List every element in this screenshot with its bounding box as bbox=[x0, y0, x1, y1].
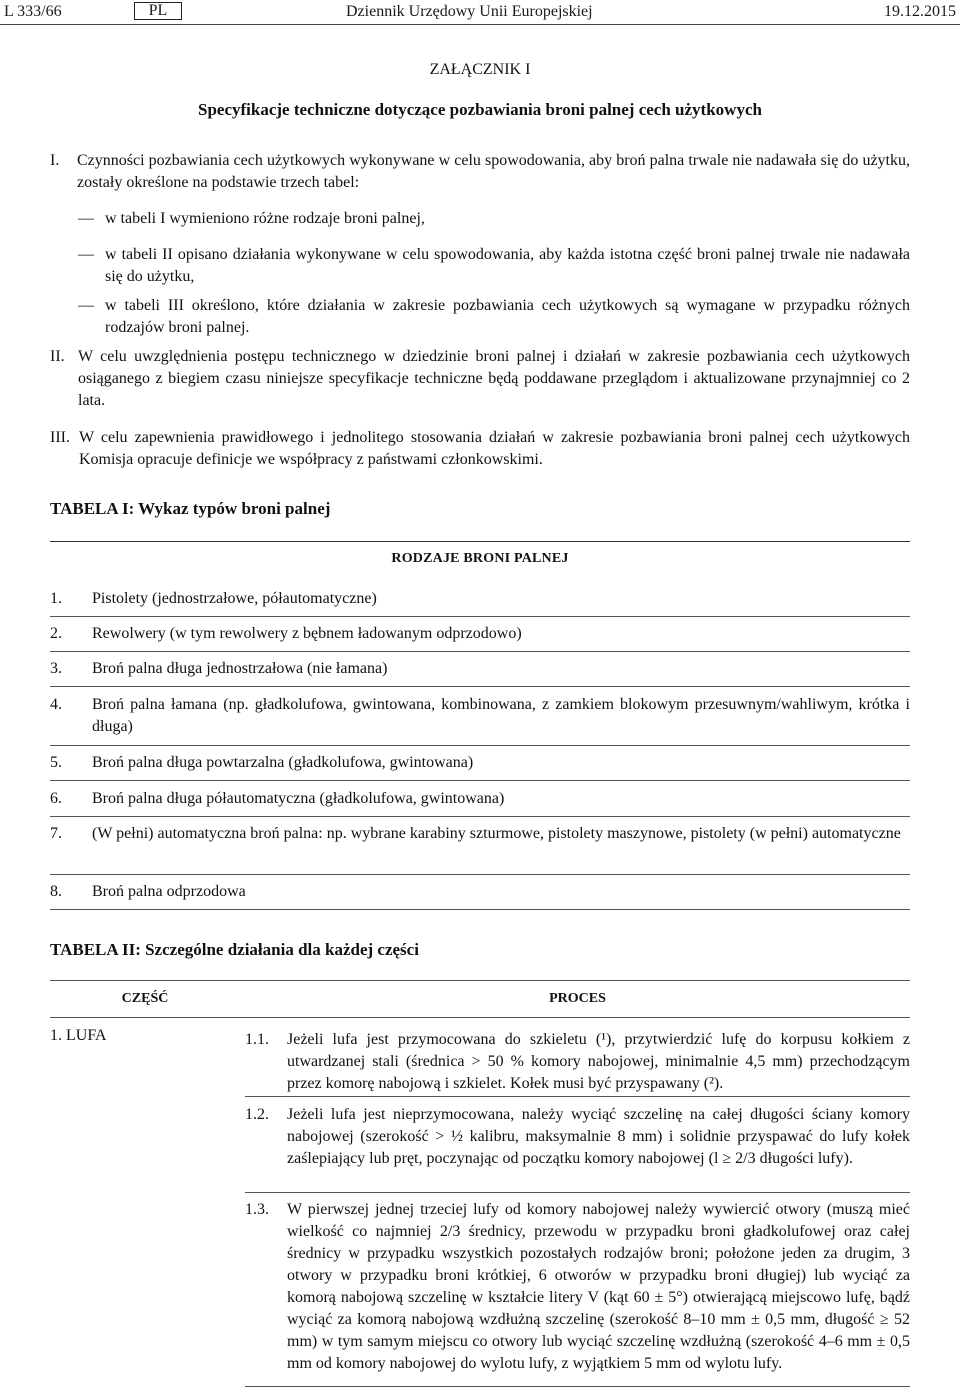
row-divider bbox=[50, 874, 910, 875]
row-divider bbox=[50, 651, 910, 652]
process-number: 1.1. bbox=[245, 1031, 269, 1048]
row-divider bbox=[50, 745, 910, 746]
row-number: 5. bbox=[50, 754, 62, 771]
row-text: Broń palna długa powtarzalna (gładkolufowa, gwintowana) bbox=[92, 754, 474, 771]
row-divider bbox=[245, 1192, 910, 1193]
row-number: 3. bbox=[50, 660, 62, 677]
list-item-text: w tabeli I wymieniono różne rodzaje broni palnej, bbox=[105, 210, 425, 227]
paragraph-number: III. bbox=[50, 429, 70, 446]
row-number: 4. bbox=[50, 696, 62, 713]
table-1-column-header: RODZAJE BRONI PALNEJ bbox=[391, 551, 569, 566]
list-item bbox=[78, 295, 910, 339]
table-2-title: TABELA II: Szczególne działania dla każdej części bbox=[50, 940, 419, 959]
row-divider bbox=[50, 616, 910, 617]
row-number: 1. bbox=[50, 590, 62, 607]
row-number: 6. bbox=[50, 790, 62, 807]
process-text: Jeżeli lufa jest nieprzymocowana, należy wyciąć szczelinę na całej długości ściany komory nabojowej (szerokość > ½ kalibru, maksymalnie 8 mm) i solidnie przyspawać do lufy kołek zaślepiający lub pręt, poczynając od początku komory nabojowej (l ≥ 2/3 długości lufy). bbox=[287, 1106, 910, 1167]
table-row bbox=[50, 588, 910, 610]
row-divider bbox=[245, 1386, 910, 1387]
table-row bbox=[50, 694, 910, 738]
header-rule bbox=[0, 24, 960, 25]
row-text: Broń palna długa półautomatyczna (gładkolufowa, gwintowana) bbox=[92, 790, 505, 807]
process-item bbox=[245, 1029, 910, 1095]
table-row bbox=[50, 823, 910, 845]
dash-mark: — bbox=[78, 297, 94, 314]
list-item bbox=[78, 208, 910, 230]
page-header bbox=[0, 0, 960, 26]
process-item bbox=[245, 1199, 910, 1375]
process-item bbox=[245, 1104, 910, 1170]
row-number: 8. bbox=[50, 883, 62, 900]
row-number: 7. bbox=[50, 825, 62, 842]
page-reference: L 333/66 bbox=[4, 3, 62, 20]
table-1-bottom-rule bbox=[50, 909, 910, 910]
row-divider bbox=[245, 1096, 910, 1097]
row-text: (W pełni) automatyczna broń palna: np. wybrane karabiny szturmowe, pistolety maszynowe, pistolety (w pełni) automatyczne bbox=[92, 825, 901, 842]
row-text: Broń palna odprzodowa bbox=[92, 883, 246, 900]
table-row bbox=[50, 658, 910, 680]
list-item bbox=[78, 244, 910, 288]
list-item-text: w tabeli III określono, które działania w zakresie pozbawiania cech użytkowych są wymagane w przypadku różnych rodzajów broni palnej. bbox=[105, 297, 910, 336]
table-2-part-label: 1. LUFA bbox=[50, 1027, 107, 1044]
annex-heading: ZAŁĄCZNIK I bbox=[429, 61, 531, 78]
paragraph-number: II. bbox=[50, 348, 65, 365]
paragraph-text: Czynności pozbawiania cech użytkowych wykonywane w celu spowodowania, aby broń palna trwale nie nadawała się do użytku, zostały określone na podstawie trzech tabel: bbox=[77, 152, 910, 191]
row-divider bbox=[50, 780, 910, 781]
table-2-column-part: CZĘŚĆ bbox=[121, 991, 169, 1006]
table-2-column-process: PROCES bbox=[549, 991, 606, 1006]
paragraph-3 bbox=[50, 427, 910, 471]
paragraph-text: W celu uwzględnienia postępu technicznego w dziedzinie broni palnej i działań w zakresie pozbawiania cech użytkowych osiąganego z biegiem czasu niniejsze specyfikacje techniczne będą poddawane przeglądom i aktualizowane przynajmniej co 2 lata. bbox=[78, 348, 910, 409]
table-row bbox=[50, 788, 910, 810]
table-1-top-rule bbox=[50, 541, 910, 542]
journal-name: Dziennik Urzędowy Unii Europejskiej bbox=[346, 3, 593, 20]
dash-mark: — bbox=[78, 246, 94, 263]
paragraph-number: I. bbox=[50, 152, 60, 169]
paragraph-text: W celu zapewnienia prawidłowego i jednolitego stosowania działań w zakresie pozbawiania broni palnej cech użytkowych Komisja opracuje definicje we współpracy z państwami członkowskimi. bbox=[79, 429, 910, 468]
document-title: Specyfikacje techniczne dotyczące pozbawiania broni palnej cech użytkowych bbox=[198, 100, 762, 119]
row-text: Broń palna łamana (np. gładkolufowa, gwintowana, kombinowana, z zamkiem blokowym przesuwnym/wahliwym, krótka i długa) bbox=[92, 696, 910, 735]
row-divider bbox=[50, 686, 910, 687]
language-badge: PL bbox=[134, 2, 182, 20]
row-text: Pistolety (jednostrzałowe, półautomatyczne) bbox=[92, 590, 377, 607]
dash-mark: — bbox=[78, 210, 94, 227]
row-text: Rewolwery (w tym rewolwery z bębnem ładowanym odprzodowo) bbox=[92, 625, 522, 642]
table-1-title: TABELA I: Wykaz typów broni palnej bbox=[50, 499, 331, 518]
process-text: W pierwszej jednej trzeciej lufy od komory nabojowej należy wywiercić otwory (muszą mieć wielkość co najmniej 2/3 średnicy, przewodu w przypadku broni gładkolufowej oraz całej średnicy w przypadku wszystkich pozostałych rodzajów broni; położone jeden za drugim, 3 otwory w przypadku broni krótkiej, 6 otworów w przypadku broni długiej) lub wyciąć za komorą nabojową szczelinę w kształcie litery V (kąt 60 ± 5°) otwierającą miejscowo lufę, bądź wyciąć za komorą nabojową wzdłużną szczelinę (szerokość 8–10 mm ± 0,5 mm, długość ≥ 52 mm) w tym samym miejscu co otwory lub wyciąć szczelinę wzdłużną (szerokość 4–6 mm ± 0,5 mm od komory nabojowej do wylotu lufy, z wyjątkiem 5 mm od wylotu lufy. bbox=[287, 1201, 910, 1372]
process-text: Jeżeli lufa jest przymocowana do szkieletu (¹), przytwierdzić lufę do korpusu kołkiem z utwardzanej stali (średnica > 50 % komory nabojowej, minimalnie 4,5 mm) przechodzącym przez komorę nabojową i szkielet. Kołek musi być przyspawany (²). bbox=[287, 1031, 910, 1092]
table-row bbox=[50, 881, 910, 903]
table-2-header-rule bbox=[50, 1017, 910, 1018]
row-number: 2. bbox=[50, 625, 62, 642]
list-item-text: w tabeli II opisano działania wykonywane w celu spowodowania, aby każda istotna część broni palnej trwale nie nadawała się do użytku, bbox=[105, 246, 910, 285]
table-2-top-rule bbox=[50, 980, 910, 981]
table-row bbox=[50, 752, 910, 774]
paragraph-2 bbox=[50, 346, 910, 412]
table-row bbox=[50, 623, 910, 645]
process-number: 1.3. bbox=[245, 1201, 269, 1218]
publication-date: 19.12.2015 bbox=[884, 3, 956, 20]
paragraph-1 bbox=[50, 150, 910, 194]
row-divider bbox=[50, 816, 910, 817]
row-text: Broń palna długa jednostrzałowa (nie łamana) bbox=[92, 660, 388, 677]
process-number: 1.2. bbox=[245, 1106, 269, 1123]
